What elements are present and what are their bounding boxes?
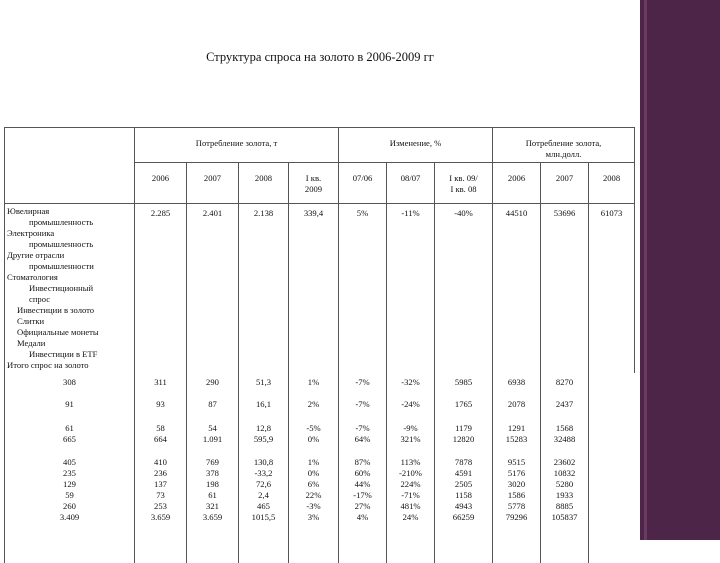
table-cell: 2.138 bbox=[239, 204, 289, 374]
table-cell: 2437 bbox=[541, 395, 589, 419]
table-cell: -9% 321% bbox=[387, 419, 435, 453]
table-cell: 51,3 bbox=[239, 373, 289, 395]
table-cell: -5% 0% bbox=[289, 419, 339, 453]
header-consumption-t: Потребление золота, т bbox=[135, 128, 339, 163]
table-cell: -7% bbox=[339, 395, 387, 419]
table-cell: 12,8 595,9 bbox=[239, 419, 289, 453]
table-cell: 1568 32488 bbox=[541, 419, 589, 453]
table-cell: 58 664 bbox=[135, 419, 187, 453]
table-cell: 93 bbox=[135, 395, 187, 419]
table-cell: -11% bbox=[387, 204, 435, 374]
table-cell: 61073 bbox=[589, 204, 635, 374]
table-cell: 290 bbox=[187, 373, 239, 395]
table-cell: 16,1 bbox=[239, 395, 289, 419]
table-cell: 1179 12820 bbox=[435, 419, 493, 453]
table-cell: 1% 0% 6% 22% -3% 3% bbox=[289, 453, 339, 563]
table-cell: 44510 bbox=[493, 204, 541, 374]
gold-demand-table bbox=[4, 127, 635, 563]
page-title: Структура спроса на золото в 2006-2009 гг bbox=[206, 50, 434, 64]
col-usd-2008: 2008 bbox=[589, 163, 635, 204]
col-usd-2006: 2006 bbox=[493, 163, 541, 204]
table-cell: 130,8 -33,2 72,6 2,4 465 1015,5 bbox=[239, 453, 289, 563]
table-cell: 308 bbox=[5, 373, 135, 395]
table-cell: 54 1.091 bbox=[187, 419, 239, 453]
table-cell: 113% -210% 224% -71% 481% 24% bbox=[387, 453, 435, 563]
table-cell: 87% 60% 44% -17% 27% 4% bbox=[339, 453, 387, 563]
header-change-pct: Изменение, % bbox=[339, 128, 493, 163]
table-cell: 405 235 129 59 260 3.409 bbox=[5, 453, 135, 563]
table-cell: -24% bbox=[387, 395, 435, 419]
table-row bbox=[5, 453, 635, 563]
table-cell: 23602 10832 5280 1933 8885 105837 bbox=[541, 453, 589, 563]
table-cell: 5% bbox=[339, 204, 387, 374]
col-0706: 07/06 bbox=[339, 163, 387, 204]
table-cell: 2.401 bbox=[187, 204, 239, 374]
table-cell: 769 378 198 61 321 3.659 bbox=[187, 453, 239, 563]
table-row bbox=[5, 204, 635, 374]
table-cell: 2% bbox=[289, 395, 339, 419]
table-cell: 311 bbox=[135, 373, 187, 395]
table-cell: 8270 bbox=[541, 373, 589, 395]
table-cell: -32% bbox=[387, 373, 435, 395]
table-cell: -40% bbox=[435, 204, 493, 374]
table-cell: 1765 bbox=[435, 395, 493, 419]
table-cell: 2078 bbox=[493, 395, 541, 419]
header-consumption-usd: Потребление золота, млн.долл. bbox=[493, 128, 635, 163]
table-row bbox=[5, 373, 635, 395]
col-0807: 08/07 bbox=[387, 163, 435, 204]
table-cell: 87 bbox=[187, 395, 239, 419]
table-cell: 339,4 bbox=[289, 204, 339, 374]
row-labels: Ювелирная промышленность Электроника промышленность Другие отрасли промышленности Стоматология Инвестиционный спрос Инвестиции в золото Слитки Официальные монеты Медали Инвестиции в ETF Итого спрос на золото bbox=[5, 204, 135, 374]
table-cell: 410 236 137 73 253 3.659 bbox=[135, 453, 187, 563]
table-cell: 5985 bbox=[435, 373, 493, 395]
table-cell: 7878 4591 2505 1158 4943 66259 bbox=[435, 453, 493, 563]
table-cell: 53696 bbox=[541, 204, 589, 374]
decorative-stripe bbox=[644, 0, 647, 540]
table-row bbox=[5, 395, 635, 419]
col-2006: 2006 bbox=[135, 163, 187, 204]
decorative-sidebar bbox=[640, 0, 720, 540]
table-cell: 9515 5176 3020 1586 5778 79296 bbox=[493, 453, 541, 563]
col-2007: 2007 bbox=[187, 163, 239, 204]
col-1q-change: I кв. 09/ I кв. 08 bbox=[435, 163, 493, 204]
table-cell: 1291 15283 bbox=[493, 419, 541, 453]
col-usd-2007: 2007 bbox=[541, 163, 589, 204]
col-2008: 2008 bbox=[239, 163, 289, 204]
table-cell: 6938 bbox=[493, 373, 541, 395]
corner-cell bbox=[5, 128, 135, 204]
table-row bbox=[5, 419, 635, 453]
table-cell: -7% bbox=[339, 373, 387, 395]
col-1q2009: I кв. 2009 bbox=[289, 163, 339, 204]
table-cell: 61 665 bbox=[5, 419, 135, 453]
table-cell: 91 bbox=[5, 395, 135, 419]
table-cell: 2.285 bbox=[135, 204, 187, 374]
table-cell: 1% bbox=[289, 373, 339, 395]
table-cell: -7% 64% bbox=[339, 419, 387, 453]
